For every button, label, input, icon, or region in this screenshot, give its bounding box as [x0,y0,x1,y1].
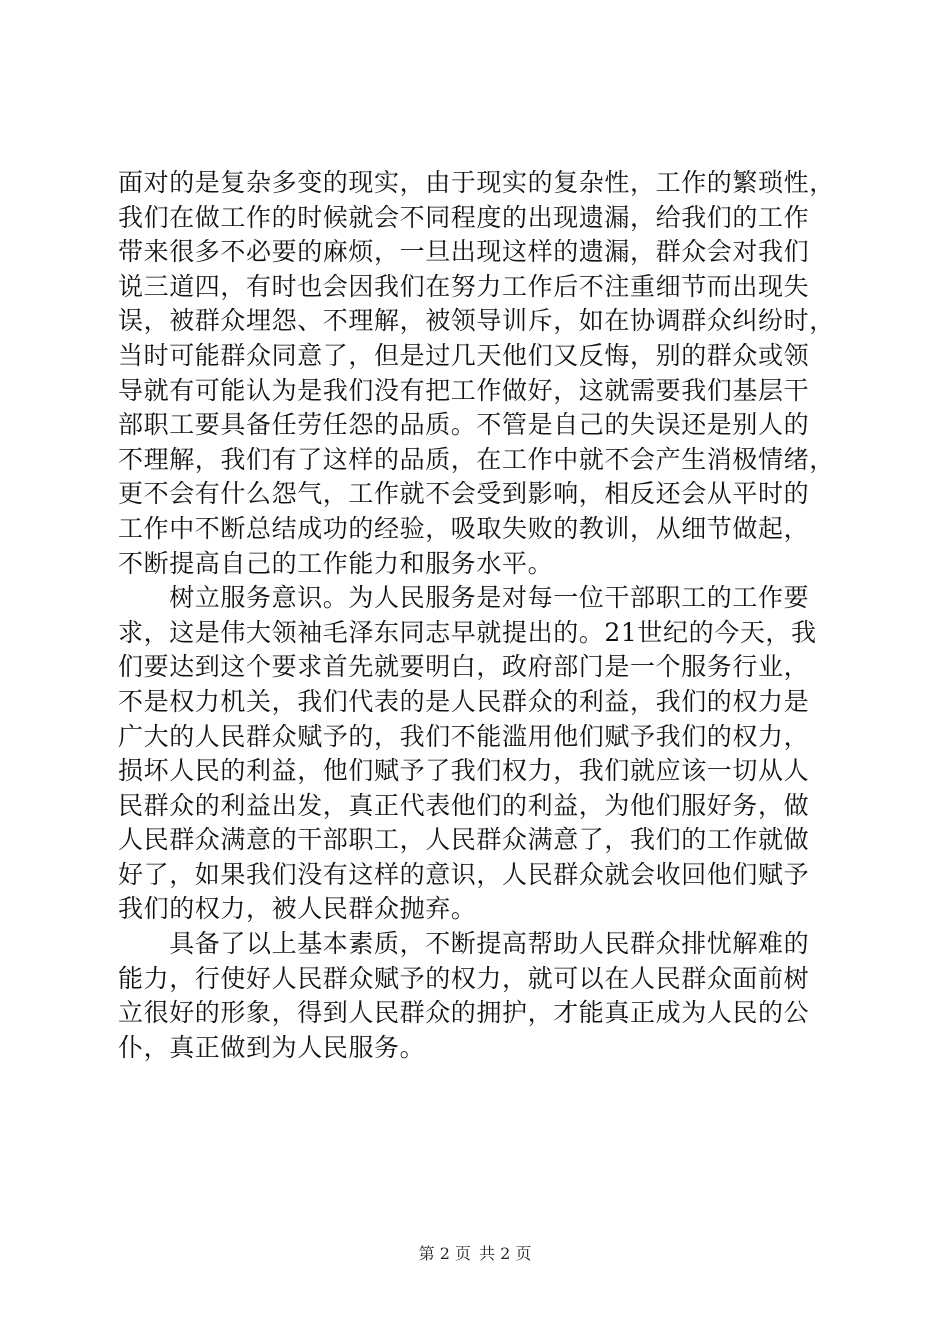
text-line: 仆，真正做到为人民服务。 [118,1032,426,1062]
page-total: 共 2 页 [479,1244,532,1263]
text-line: 好了，如果我们没有这样的意识，人民群众就会收回他们赋予 [118,859,810,889]
text-line: 人民群众满意的干部职工，人民群众满意了，我们的工作就做 [118,825,810,855]
text-line: 广大的人民群众赋予的，我们不能滥用他们赋予我们的权力， [118,721,810,751]
text-line: 能力，行使好人民群众赋予的权力，就可以在人民群众面前树 [118,963,810,993]
text-line: 误，被群众埋怨、不理解，被领导训斥，如在协调群众纠纷时， [118,306,835,336]
text-line: 求，这是伟大领袖毛泽东同志早就提出的。21世纪的今天，我 [118,617,817,647]
text-line: 不断提高自己的工作能力和服务水平。 [118,548,554,578]
text-line: 我们的权力，被人民群众抛弃。 [118,894,477,924]
text-line: 当时可能群众同意了，但是过几天他们又反悔，别的群众或领 [118,340,810,370]
page-footer [0,1243,950,1265]
text-line: 说三道四，有时也会因我们在努力工作后不注重细节而出现失 [118,271,810,301]
paragraph-start-line: 树立服务意识。为人民服务是对每一位干部职工的工作要 [118,583,810,613]
body-text [118,166,838,1065]
text-line: 们要达到这个要求首先就要明白，政府部门是一个服务行业， [118,652,810,682]
text-line: 民群众的利益出发，真正代表他们的利益，为他们服好务，做 [118,790,810,820]
paragraph-start-line: 具备了以上基本素质，不断提高帮助人民群众排忧解难的 [118,929,810,959]
text-line: 导就有可能认为是我们没有把工作做好，这就需要我们基层干 [118,375,810,405]
text-line: 不是权力机关，我们代表的是人民群众的利益，我们的权力是 [118,686,810,716]
text-line: 不理解，我们有了这样的品质，在工作中就不会产生消极情绪， [118,444,835,474]
page-number: 第 2 页 [418,1244,471,1263]
text-line: 面对的是复杂多变的现实，由于现实的复杂性，工作的繁琐性， [118,168,835,197]
text-line: 工作中不断总结成功的经验，吸取失败的教训，从细节做起， [118,513,810,543]
text-line: 更不会有什么怨气，工作就不会受到影响，相反还会从平时的 [118,479,810,509]
text-line: 带来很多不必要的麻烦，一旦出现这样的遗漏，群众会对我们 [118,237,810,267]
text-line: 我们在做工作的时候就会不同程度的出现遗漏，给我们的工作 [118,202,810,232]
text-line: 立很好的形象，得到人民群众的拥护，才能真正成为人民的公 [118,998,810,1028]
text-line: 损坏人民的利益，他们赋予了我们权力，我们就应该一切从人 [118,756,810,786]
text-line: 部职工要具备任劳任怨的品质。不管是自己的失误还是别人的 [118,410,810,440]
